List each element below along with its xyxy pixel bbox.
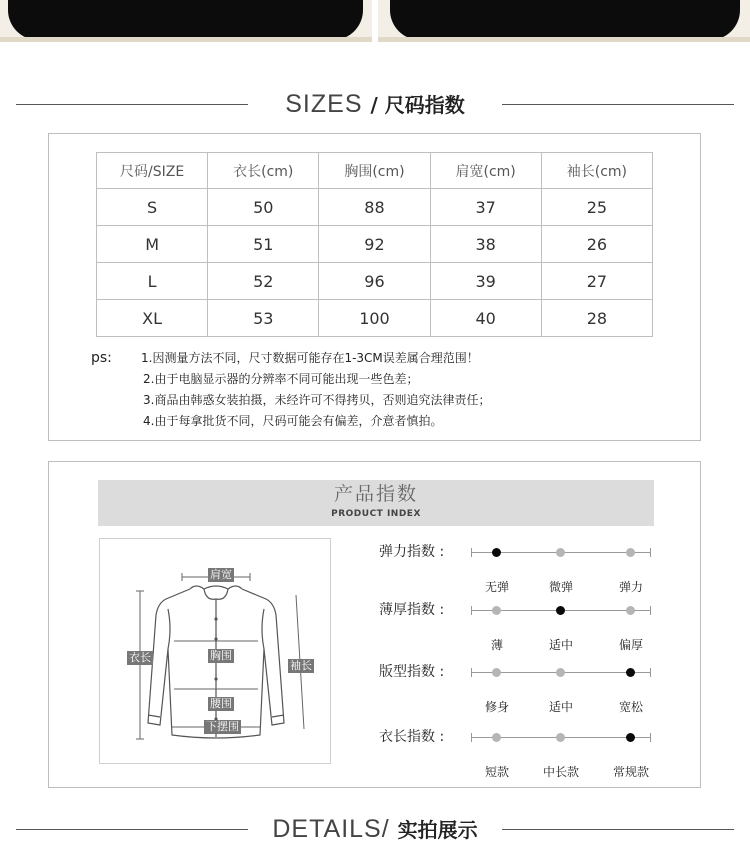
table-cell: 39	[430, 263, 541, 300]
index-row-label: 衣长指数 :	[379, 729, 445, 745]
table-cell: 26	[541, 226, 652, 263]
table-cell: 96	[319, 263, 430, 300]
index-dot-selected	[626, 733, 635, 742]
index-row-elasticity	[379, 542, 709, 594]
index-row-fit	[379, 662, 709, 714]
note-item: 1.因测量方法不同，尺寸数据可能存在1-3CM误差属合理范围！	[141, 351, 479, 365]
diagram-label-chest: 胸围	[210, 649, 232, 662]
table-cell: 51	[208, 226, 319, 263]
scale-end-cap	[650, 668, 651, 677]
product-index-title: 产品指数	[333, 483, 418, 505]
sizes-section-header	[0, 87, 750, 121]
table-cell: XL	[97, 300, 208, 337]
diagram-label-waist: 腰围	[210, 697, 232, 710]
product-photo-left	[0, 0, 372, 42]
photo-floor	[378, 37, 750, 42]
size-table	[96, 152, 653, 337]
table-row	[97, 226, 653, 263]
sizes-title-en: SIZES	[285, 90, 363, 118]
scale-end-cap	[650, 548, 651, 557]
scale-end-cap	[471, 733, 472, 742]
scale-end-cap	[650, 606, 651, 615]
garment-image	[390, 0, 740, 40]
index-row-label: 版型指数 :	[379, 664, 445, 680]
scale-end-cap	[471, 606, 472, 615]
index-row-label: 弹力指数 :	[379, 544, 445, 560]
column-header: 袖长(cm)	[541, 153, 652, 189]
table-row	[97, 263, 653, 300]
index-dot-selected	[556, 606, 565, 615]
table-row	[97, 189, 653, 226]
index-option: 宽松	[618, 700, 643, 714]
column-header: 肩宽(cm)	[430, 153, 541, 189]
index-dot	[492, 733, 501, 742]
index-dot	[492, 606, 501, 615]
table-cell: 50	[208, 189, 319, 226]
index-option: 微弹	[548, 580, 573, 594]
note-item: 4.由于每拿批货不同，尺码可能会有偏差，介意者慎拍。	[143, 414, 443, 428]
product-index-panel	[48, 461, 701, 788]
index-dot-selected	[492, 548, 501, 557]
index-option: 弹力	[618, 580, 643, 594]
table-cell: 37	[430, 189, 541, 226]
size-notes	[91, 348, 651, 432]
table-cell: M	[97, 226, 208, 263]
column-header: 衣长(cm)	[208, 153, 319, 189]
table-cell: 100	[319, 300, 430, 337]
diagram-label-hem: 下摆围	[206, 720, 239, 733]
index-option: 常规款	[612, 765, 649, 779]
index-dot	[626, 606, 635, 615]
table-cell: 27	[541, 263, 652, 300]
table-cell: S	[97, 189, 208, 226]
product-index-subtitle: PRODUCT INDEX	[331, 509, 421, 519]
index-dot	[556, 548, 565, 557]
product-photo-right	[378, 0, 750, 42]
diagram-label-shoulder: 肩宽	[210, 568, 232, 581]
diagram-label-sleeve: 袖长	[290, 659, 312, 672]
index-scale	[471, 737, 651, 779]
sizes-title-cn: / 尺码指数	[370, 93, 465, 117]
index-scale	[471, 552, 651, 594]
notes-list	[141, 348, 651, 432]
index-dot	[556, 733, 565, 742]
photo-floor	[0, 37, 372, 42]
index-option: 修身	[484, 700, 509, 714]
index-option: 适中	[548, 700, 573, 714]
table-cell: 92	[319, 226, 430, 263]
index-dot	[492, 668, 501, 677]
sizes-title	[0, 87, 750, 122]
diagram-label-length: 衣长	[129, 651, 151, 664]
column-header: 胸围(cm)	[319, 153, 430, 189]
index-option: 偏厚	[618, 638, 643, 652]
size-chart-panel	[48, 133, 701, 441]
scale-end-cap	[471, 548, 472, 557]
index-option: 适中	[548, 638, 573, 652]
ps-label: ps:	[91, 350, 112, 366]
table-cell: 40	[430, 300, 541, 337]
note-item: 2.由于电脑显示器的分辨率不同可能出现一些色差；	[143, 372, 419, 386]
table-row	[97, 300, 653, 337]
table-cell: 53	[208, 300, 319, 337]
size-table-header-row	[97, 153, 653, 189]
table-cell: 88	[319, 189, 430, 226]
index-scale	[471, 610, 651, 652]
index-option: 薄	[490, 638, 503, 652]
table-cell: L	[97, 263, 208, 300]
index-scale	[471, 672, 651, 714]
index-dot	[626, 548, 635, 557]
index-dot	[556, 668, 565, 677]
product-photo-strip	[0, 0, 750, 42]
shirt-measurement-diagram	[99, 538, 331, 764]
index-row-length	[379, 727, 709, 779]
scale-end-cap	[650, 733, 651, 742]
note-item: 3.商品由韩惑女装拍摄，未经许可不得拷贝，否则追究法律责任；	[143, 393, 491, 407]
details-section-header	[0, 812, 750, 846]
table-cell: 38	[430, 226, 541, 263]
index-row-thickness	[379, 600, 709, 652]
index-dot-selected	[626, 668, 635, 677]
column-header: 尺码/SIZE	[97, 153, 208, 189]
index-option: 中长款	[542, 765, 579, 779]
table-cell: 28	[541, 300, 652, 337]
index-option: 短款	[484, 765, 509, 779]
index-row-label: 薄厚指数 :	[379, 602, 445, 618]
garment-image	[8, 0, 363, 40]
details-title-en: DETAILS/	[272, 815, 390, 843]
product-index-banner	[98, 480, 654, 526]
details-title	[0, 812, 750, 847]
scale-end-cap	[471, 668, 472, 677]
index-option: 无弹	[484, 580, 509, 594]
table-cell: 52	[208, 263, 319, 300]
details-title-cn: 实拍展示	[397, 818, 478, 842]
table-cell: 25	[541, 189, 652, 226]
